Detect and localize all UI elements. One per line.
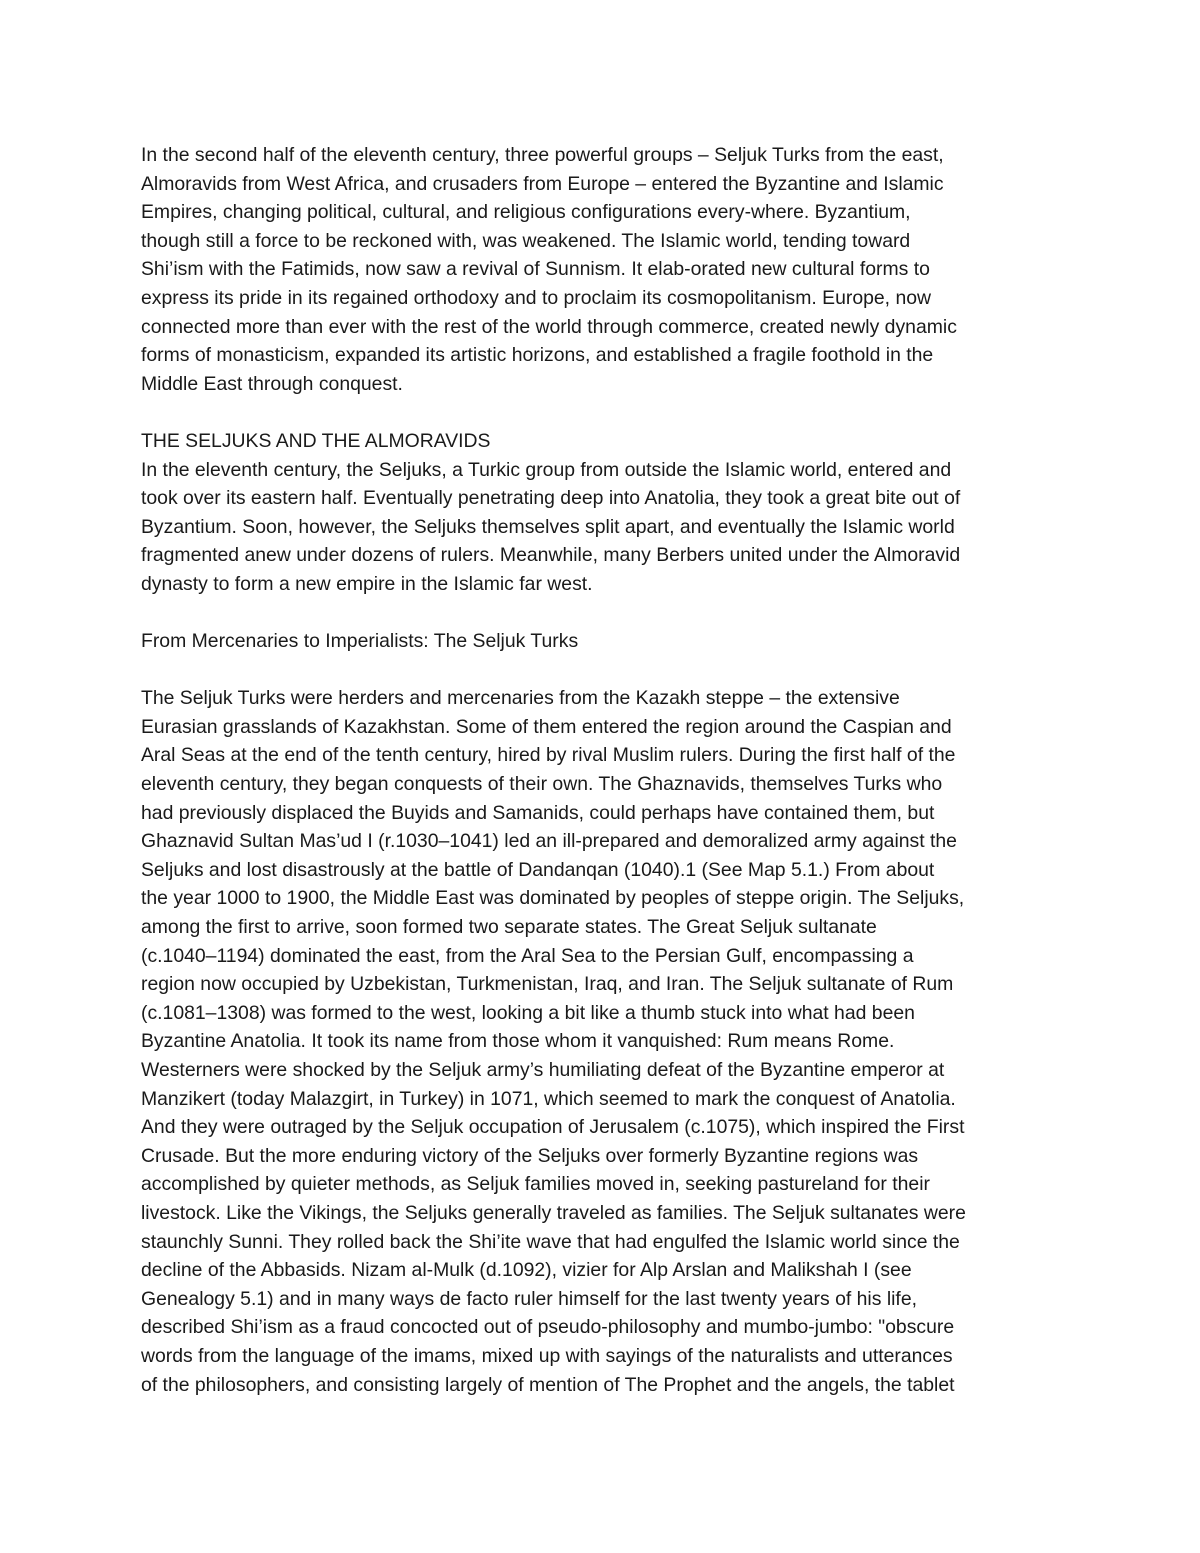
section-intro-paragraph bbox=[141, 456, 1076, 599]
paragraph-line: express its pride in its regained orthodoxy and to proclaim its cosmopolitanism. Europe, now bbox=[141, 286, 932, 309]
paragraph-spacer bbox=[141, 398, 1076, 427]
paragraph-line: Manzikert (today Malazgirt, in Turkey) in 1071, which seemed to mark the conquest of Anatolia. bbox=[141, 1087, 956, 1110]
paragraph-line: The Seljuk Turks were herders and mercenaries from the Kazakh steppe – the extensive bbox=[141, 687, 900, 710]
paragraph-line: the year 1000 to 1900, the Middle East was dominated by peoples of steppe origin. The Seljuks, bbox=[141, 887, 965, 910]
paragraph-line: Aral Seas at the end of the tenth century, hired by rival Muslim rulers. During the first half of the bbox=[141, 744, 956, 767]
paragraph-line: took over its eastern half. Eventually penetrating deep into Anatolia, they took a great bite out of bbox=[141, 487, 961, 510]
paragraph-line: Seljuks and lost disastrously at the battle of Dandanqan (1040).1 (See Map 5.1.) From about bbox=[141, 858, 935, 881]
paragraph-line: connected more than ever with the rest of the world through commerce, created newly dynamic bbox=[141, 315, 957, 338]
paragraph-line: words from the language of the imams, mixed up with sayings of the naturalists and utterances bbox=[141, 1344, 953, 1367]
paragraph-line: had previously displaced the Buyids and Samanids, could perhaps have contained them, but bbox=[141, 801, 935, 824]
paragraph-spacer bbox=[141, 656, 1076, 685]
section-heading: THE SELJUKS AND THE ALMORAVIDS bbox=[141, 429, 491, 452]
document-body bbox=[141, 141, 1076, 1399]
paragraph-line: eleventh century, they began conquests of their own. The Ghaznavids, themselves Turks who bbox=[141, 773, 943, 796]
paragraph-line: Almoravids from West Africa, and crusaders from Europe – entered the Byzantine and Islamic bbox=[141, 172, 944, 195]
paragraph-line: forms of monasticism, expanded its artistic horizons, and established a fragile foothold in the bbox=[141, 344, 934, 367]
paragraph-line: Shi’ism with the Fatimids, now saw a revival of Sunnism. It elab-orated new cultural forms to bbox=[141, 258, 930, 281]
paragraph-line: described Shi’ism as a fraud concocted out of pseudo-philosophy and mumbo-jumbo: "obscure bbox=[141, 1316, 955, 1339]
paragraph-line: Ghaznavid Sultan Mas’ud I (r.1030–1041) led an ill-prepared and demoralized army against the bbox=[141, 830, 957, 853]
paragraph-line: though still a force to be reckoned with, was weakened. The Islamic world, tending toward bbox=[141, 229, 911, 252]
paragraph-line: dynasty to form a new empire in the Islamic far west. bbox=[141, 572, 593, 595]
paragraph-line: In the eleventh century, the Seljuks, a Turkic group from outside the Islamic world, entered and bbox=[141, 458, 952, 481]
paragraph-line: Eurasian grasslands of Kazakhstan. Some of them entered the region around the Caspian and bbox=[141, 715, 952, 738]
paragraph-line: fragmented anew under dozens of rulers. Meanwhile, many Berbers united under the Almoravid bbox=[141, 544, 961, 567]
paragraph-line: Westerners were shocked by the Seljuk army’s humiliating defeat of the Byzantine emperor at bbox=[141, 1059, 945, 1081]
subheading: From Mercenaries to Imperialists: The Seljuk Turks bbox=[141, 630, 579, 653]
paragraph-line: accomplished by quieter methods, as Seljuk families moved in, seeking pastureland for their bbox=[141, 1173, 930, 1196]
paragraph-line: decline of the Abbasids. Nizam al-Mulk (d.1092), vizier for Alp Arslan and Malikshah I (see bbox=[141, 1259, 912, 1282]
paragraph-line: among the first to arrive, soon formed two separate states. The Great Seljuk sultanate bbox=[141, 916, 877, 939]
paragraph-line: And they were outraged by the Seljuk occupation of Jerusalem (c.1075), which inspired the First bbox=[141, 1116, 965, 1139]
paragraph-line: (c.1081–1308) was formed to the west, looking a bit like a thumb stuck into what had been bbox=[141, 1001, 915, 1024]
paragraph-spacer bbox=[141, 599, 1076, 628]
paragraph-line: Genealogy 5.1) and in many ways de facto ruler himself for the last twenty years of his life, bbox=[141, 1287, 917, 1310]
paragraph-line: Empires, changing political, cultural, and religious configurations every-where. Byzantium, bbox=[141, 201, 911, 224]
paragraph-line: Middle East through conquest. bbox=[141, 372, 403, 395]
paragraph-line: In the second half of the eleventh century, three powerful groups – Seljuk Turks from the east, bbox=[141, 144, 944, 166]
paragraph-line: of the philosophers, and consisting largely of mention of The Prophet and the angels, the tablet bbox=[141, 1373, 955, 1396]
body-paragraph bbox=[141, 684, 1076, 1399]
paragraph-line: livestock. Like the Vikings, the Seljuks generally traveled as families. The Seljuk sultanates were bbox=[141, 1201, 966, 1224]
paragraph-line: (c.1040–1194) dominated the east, from the Aral Sea to the Persian Gulf, encompassing a bbox=[141, 944, 914, 967]
paragraph-line: region now occupied by Uzbekistan, Turkmenistan, Iraq, and Iran. The Seljuk sultanate of Rum bbox=[141, 973, 954, 996]
paragraph-line: Byzantine Anatolia. It took its name from those whom it vanquished: Rum means Rome. bbox=[141, 1030, 895, 1053]
paragraph-line: Byzantium. Soon, however, the Seljuks themselves split apart, and eventually the Islamic world bbox=[141, 515, 955, 538]
paragraph-line: staunchly Sunni. They rolled back the Shi’ite wave that had engulfed the Islamic world since the bbox=[141, 1230, 960, 1253]
intro-paragraph bbox=[141, 141, 1076, 398]
paragraph-line: Crusade. But the more enduring victory of the Seljuks over formerly Byzantine regions was bbox=[141, 1144, 919, 1167]
